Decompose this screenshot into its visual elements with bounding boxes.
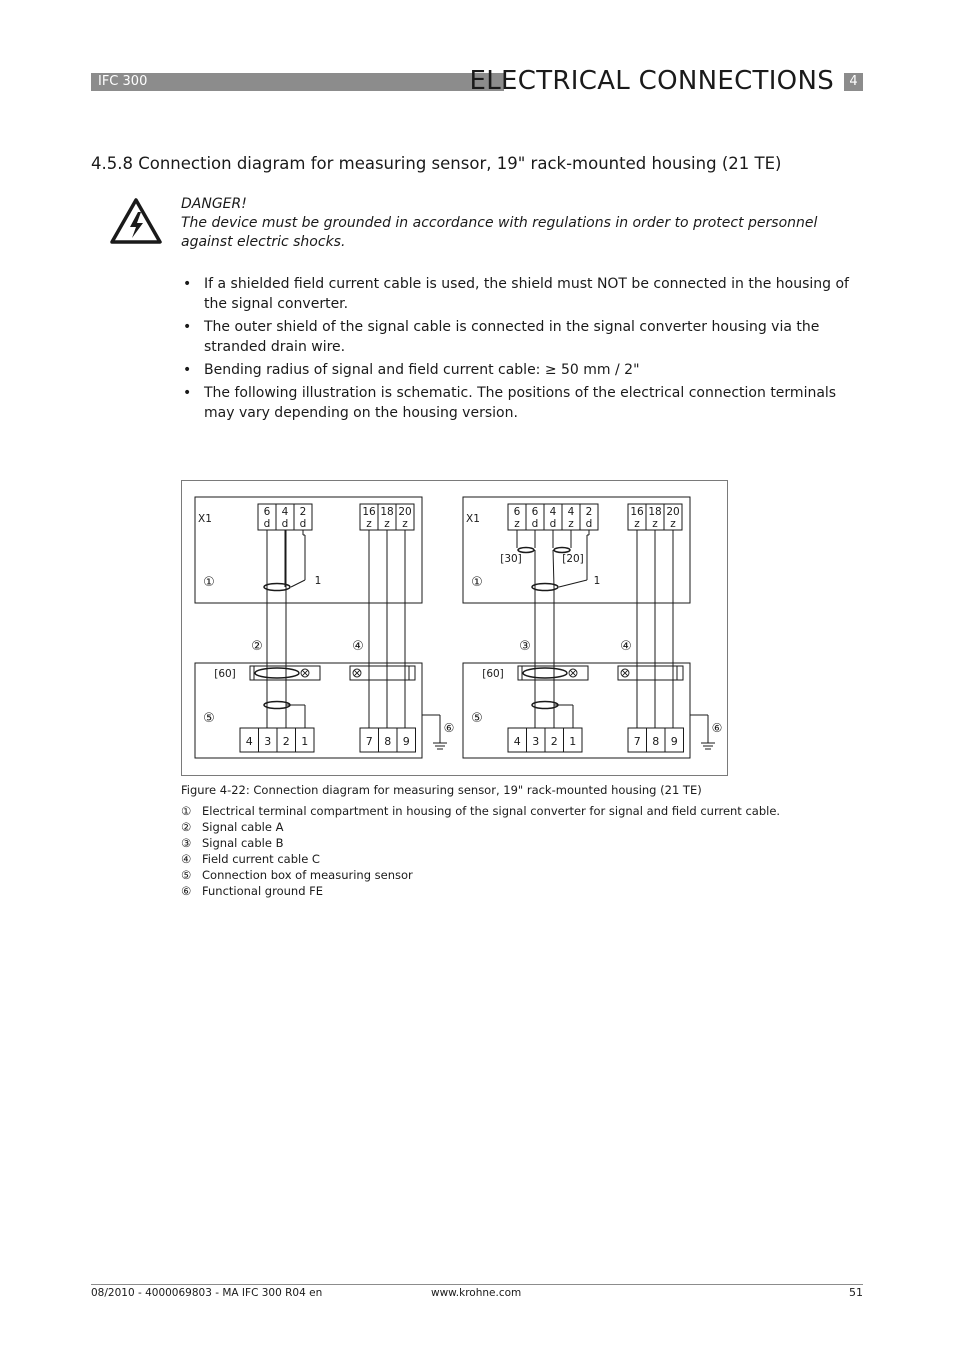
legend-text: Functional ground FE (202, 884, 324, 898)
terminal-number: 6 (513, 506, 521, 518)
shield-label: [60] (214, 668, 236, 680)
box-terminal-number: 9 (402, 735, 410, 748)
legend-number: ③ (181, 836, 192, 850)
marker-1: ① (471, 575, 483, 590)
signal-wire (553, 550, 554, 587)
drain-wire (559, 580, 587, 587)
bullet-text: The following illustration is schematic. The positions of the electrical connection terminals may vary depending on the housing version. (204, 385, 837, 421)
drain-wire (291, 580, 305, 587)
header-product-name: IFC 300 (98, 74, 148, 89)
marker-5: ⑤ (203, 711, 215, 726)
connection-diagram (181, 480, 728, 776)
legend-number: ⑤ (181, 868, 192, 882)
terminal-letter: z (514, 518, 520, 530)
danger-text: The device must be grounded in accordance with regulations in order to protect personnel against electric shocks. (181, 215, 818, 250)
bullet-item (181, 383, 861, 423)
bullet-item (181, 274, 861, 314)
legend-item (181, 803, 780, 819)
marker-1: ① (203, 575, 215, 590)
footer-page-number: 51 (849, 1286, 863, 1299)
x1-label: X1 (466, 513, 480, 525)
signal-cable-marker: ② (251, 639, 263, 654)
field-cable-marker: ④ (620, 639, 632, 654)
terminal-number: 18 (380, 506, 394, 518)
figure-caption: Figure 4-22: Connection diagram for measuring sensor, 19" rack-mounted housing (21 TE) (181, 783, 702, 797)
legend-item (181, 883, 780, 899)
header-chapter-title: ELECTRICAL CONNECTIONS (469, 66, 834, 96)
box-terminal-number: 7 (365, 735, 373, 748)
legend-item (181, 851, 780, 867)
box-terminal-number: 4 (245, 735, 253, 748)
legend-number: ④ (181, 852, 192, 866)
terminal-number: 4 (567, 506, 575, 518)
terminal-letter: z (670, 518, 676, 530)
box-terminal-number: 2 (550, 735, 558, 748)
legend-text: Signal cable B (202, 836, 284, 850)
bullet-text: Bending radius of signal and field current cable: ≥ 50 mm / 2" (204, 362, 640, 378)
box-terminal-number: 7 (633, 735, 641, 748)
cable-shield (554, 548, 570, 553)
figure-legend (181, 803, 780, 899)
x1-label: X1 (198, 513, 212, 525)
legend-text: Field current cable C (202, 852, 320, 866)
terminal-number: 4 (549, 506, 557, 518)
cable-shield (518, 548, 534, 553)
box-terminal-number: 8 (652, 735, 660, 748)
terminal-number: 18 (648, 506, 662, 518)
terminal-number: 6 (531, 506, 539, 518)
terminal-letter: z (402, 518, 408, 530)
box-terminal-number: 9 (670, 735, 678, 748)
legend-item (181, 819, 780, 835)
box-terminal-number: 2 (282, 735, 290, 748)
terminal-number: 2 (299, 506, 307, 518)
footer-rule (91, 1284, 863, 1285)
terminal-letter: d (585, 518, 593, 530)
header-chapter-number: 4 (844, 73, 863, 91)
legend-text: Connection box of measuring sensor (202, 868, 413, 882)
field-cable-marker: ④ (352, 639, 364, 654)
drain-label: 1 (593, 575, 601, 587)
terminal-number: 16 (362, 506, 376, 518)
legend-item (181, 867, 780, 883)
signal-cable-marker: ③ (519, 639, 531, 654)
legend-number: ⑥ (181, 884, 192, 898)
terminal-letter: d (299, 518, 307, 530)
bullet-text: The outer shield of the signal cable is connected in the signal converter housing via the stranded drain wire. (204, 319, 820, 355)
bullet-text: be connected in the housing of the signal converter. (204, 276, 849, 312)
bullet-list (181, 274, 861, 426)
cable-shield (523, 668, 567, 678)
bullet-emphasis: NOT (596, 276, 627, 292)
terminal-number: 20 (398, 506, 412, 518)
bullet-dot: • (183, 385, 192, 401)
terminal-letter: d (281, 518, 289, 530)
danger-label: DANGER! (181, 196, 247, 212)
terminal-letter: z (384, 518, 390, 530)
terminal-letter: z (568, 518, 574, 530)
bullet-text: If a shielded field current cable is used, the shield must (204, 276, 597, 292)
box-terminal-number: 1 (301, 735, 309, 748)
terminal-letter: z (366, 518, 372, 530)
bullet-item (181, 360, 861, 380)
ground-marker: ⑥ (711, 721, 723, 735)
ground-marker: ⑥ (443, 721, 455, 735)
shield-label: [60] (482, 668, 504, 680)
marker-5: ⑤ (471, 711, 483, 726)
footer-website: www.krohne.com (431, 1287, 522, 1299)
legend-text: Signal cable A (202, 820, 284, 834)
terminal-letter: d (531, 518, 539, 530)
cable-shield (255, 668, 299, 678)
box-terminal-number: 3 (264, 735, 272, 748)
terminal-letter: d (549, 518, 557, 530)
bullet-dot: • (183, 276, 192, 292)
terminal-number: 16 (630, 506, 644, 518)
section-heading: 4.5.8 Connection diagram for measuring sensor, 19" rack-mounted housing (21 TE) (91, 154, 782, 173)
inner-shield-label: [30] (500, 553, 522, 565)
bullet-dot: • (183, 362, 192, 378)
terminal-number: 4 (281, 506, 289, 518)
box-terminal-number: 1 (569, 735, 577, 748)
legend-number: ① (181, 804, 192, 818)
legend-number: ② (181, 820, 192, 834)
box-terminal-number: 8 (384, 735, 392, 748)
bullet-item (181, 317, 861, 357)
terminal-letter: z (634, 518, 640, 530)
terminal-number: 6 (263, 506, 271, 518)
drain-label: 1 (314, 575, 322, 587)
terminal-letter: d (263, 518, 271, 530)
high-voltage-warning-icon (110, 197, 162, 245)
inner-shield-label: [20] (562, 553, 584, 565)
terminal-number: 2 (585, 506, 593, 518)
footer-document-id: 08/2010 - 4000069803 - MA IFC 300 R04 en (91, 1287, 323, 1299)
box-terminal-number: 3 (532, 735, 540, 748)
legend-text: Electrical terminal compartment in housing of the signal converter for signal and field current cable. (202, 804, 781, 818)
terminal-letter: z (652, 518, 658, 530)
terminal-number: 20 (666, 506, 680, 518)
bullet-dot: • (183, 319, 192, 335)
box-terminal-number: 4 (513, 735, 521, 748)
header-bar (91, 73, 504, 91)
legend-item (181, 835, 780, 851)
